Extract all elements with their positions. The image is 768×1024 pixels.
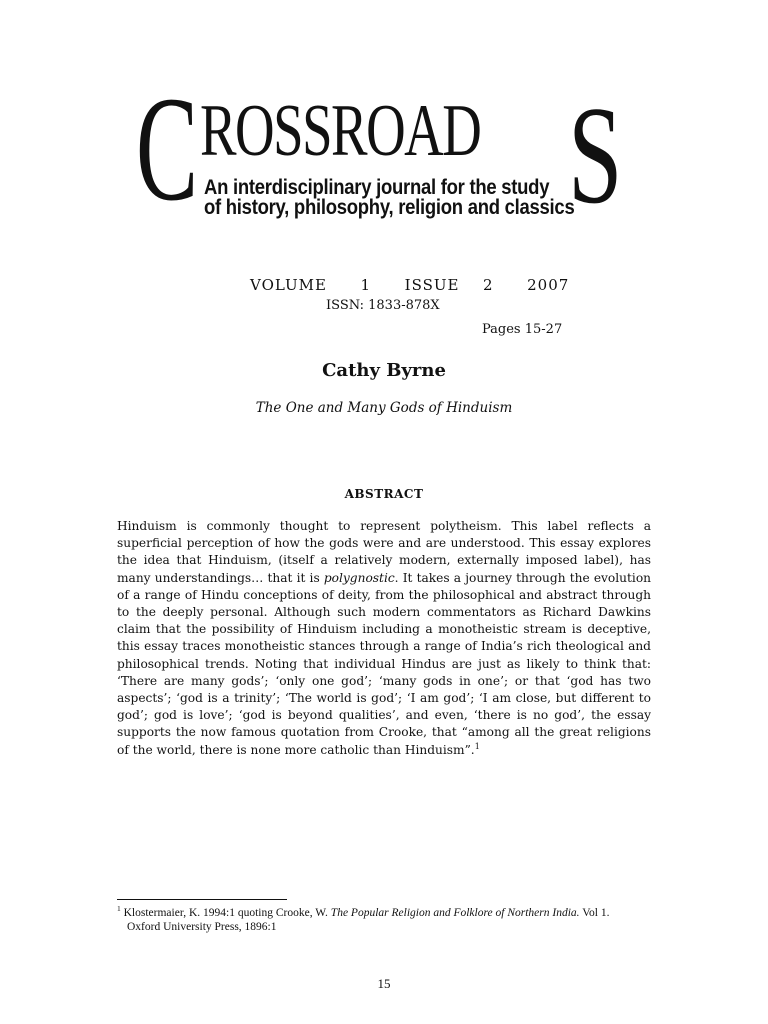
abstract-text-part1: Hinduism is commonly thought to represent polytheism. This label reflects a superficial perception of how the gods were and are understood. This essay explores the idea that Hinduism, (itself a relatively modern, externally imposed label), has many understandings… that it is <box>117 519 651 585</box>
footnote-marker: 1 <box>117 904 121 914</box>
page-range: Pages 15-27 <box>482 322 563 337</box>
footnote-text-before: Klostermaier, K. 1994:1 quoting Crooke, W. <box>120 907 331 919</box>
abstract-heading: ABSTRACT <box>344 487 424 501</box>
journal-masthead-logo <box>136 66 636 233</box>
footnote-reference[interactable]: 1 <box>474 741 480 751</box>
volume-label: VOLUME <box>250 276 327 294</box>
abstract-text-part2: . It takes a journey through the evolution of a range of Hindu conceptions of deity, from the philosophical and abstract through to the deeply personal. Although such modern commentators as Richard Dawkins claim that the possibility of Hinduism including a monotheistic stream is deceptive, this essay traces monotheistic stances through a range of India’s rich theological and philosophical trends. Noting that individual Hindus are just as likely to think that: ‘There are many gods’; ‘only one god’; ‘many gods in one’; or that ‘god has two aspects’; ‘god is a trinity’; ‘The world is god’; ‘I am god’; ‘I am close, but different to god’; god is love’; ‘god is beyond qualities’, and even, ‘there is no god’, the essay supports the now famous quotation from Crooke, that “among all the great religions of the world, there is none more catholic than Hinduism”. <box>117 570 652 757</box>
page-number: 15 <box>377 976 391 991</box>
footnote-separator <box>117 899 287 900</box>
masthead-title-text: ROSSROAD <box>200 90 481 172</box>
issn: ISSN: 1833-878X <box>326 298 440 313</box>
issue-label: ISSUE <box>404 276 460 294</box>
masthead-subtitle-line1: An interdisciplinary journal for the study <box>204 176 550 199</box>
issue-number: 2 <box>483 276 494 294</box>
footnote-work-title: The Popular Religion and Folklore of Northern India. <box>330 907 580 919</box>
masthead-initial-letter: C <box>136 66 199 232</box>
issue-year: 2007 <box>527 276 570 294</box>
abstract-body <box>117 518 651 759</box>
volume-number: 1 <box>360 276 372 294</box>
issue-info-line <box>250 276 569 294</box>
footnote <box>117 906 647 934</box>
abstract-emphasis: polygnostic <box>323 570 395 585</box>
article-author: Cathy Byrne <box>322 360 446 381</box>
footnote-text-after: Vol 1. <box>579 907 610 919</box>
masthead-subtitle-line2: of history, philosophy, religion and classics <box>204 196 575 219</box>
footnote-line2: Oxford University Press, 1896:1 <box>127 921 277 933</box>
masthead-final-letter: S <box>568 78 623 233</box>
article-title: The One and Many Gods of Hinduism <box>255 400 513 416</box>
